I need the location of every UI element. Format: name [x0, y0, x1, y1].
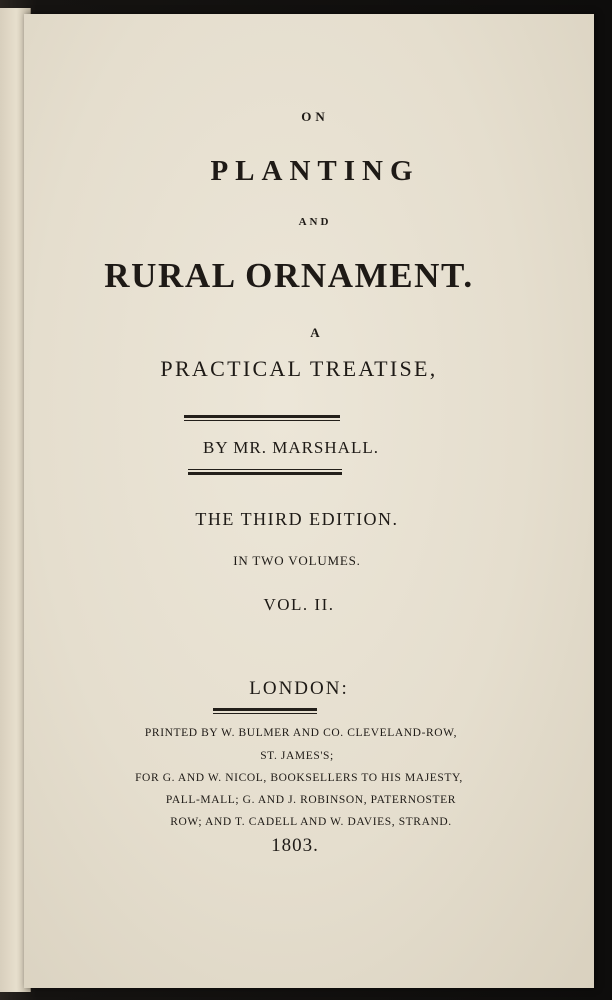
- title-page: [24, 14, 594, 988]
- imprint-line: ROW; AND T. CADELL AND W. DAVIES, STRAND.: [170, 816, 452, 828]
- edition-line: THE THIRD EDITION.: [195, 509, 399, 529]
- title-planting: PLANTING: [210, 155, 420, 187]
- double-rule-top: [184, 415, 340, 421]
- title-on: ON: [301, 109, 329, 124]
- title-a: A: [310, 325, 320, 340]
- volume-number: VOL. II.: [263, 595, 335, 614]
- subtitle: PRACTICAL TREATISE,: [160, 356, 438, 381]
- imprint-line: PRINTED BY W. BULMER AND CO. CLEVELAND-ROW,: [144, 727, 458, 739]
- title-and: AND: [298, 216, 332, 228]
- imprint-line: ST. JAMES'S;: [260, 750, 334, 762]
- imprint-city: LONDON:: [249, 678, 349, 699]
- imprint-line: FOR G. AND W. NICOL, BOOKSELLERS TO HIS MAJESTY,: [135, 772, 463, 784]
- main-title: RURAL ORNAMENT.: [104, 256, 474, 295]
- city-double-rule: [213, 708, 317, 714]
- imprint-line: PALL-MALL; G. AND J. ROBINSON, PATERNOSTER: [165, 794, 457, 806]
- double-rule-bottom: [188, 469, 342, 475]
- publication-year: 1803.: [271, 835, 319, 856]
- author-line: BY MR. MARSHALL.: [203, 438, 379, 457]
- volumes-line: IN TWO VOLUMES.: [233, 553, 361, 568]
